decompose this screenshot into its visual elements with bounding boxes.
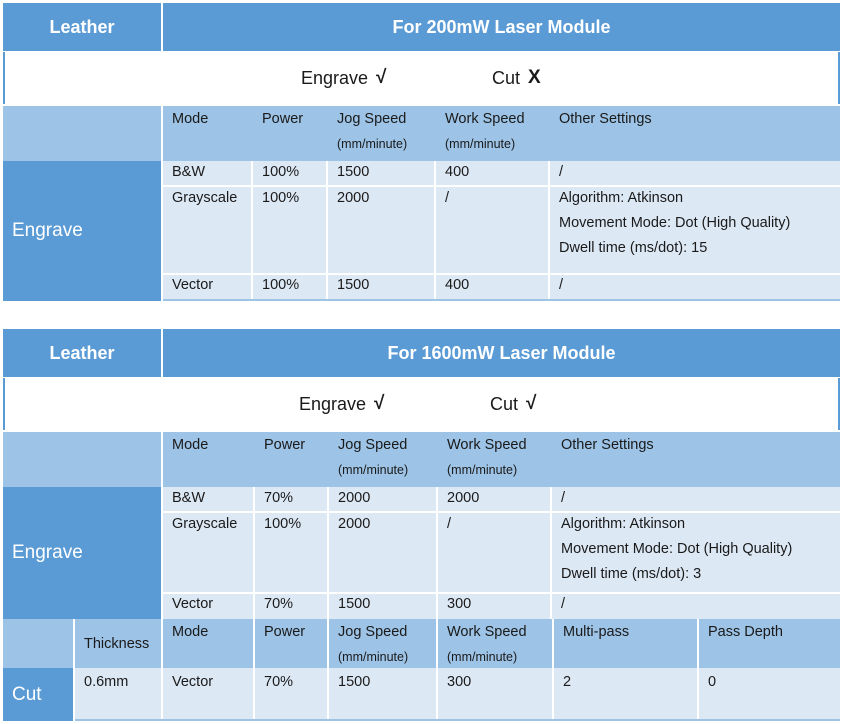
col-mode: Mode (172, 437, 209, 453)
row-bw-power: 100% (262, 164, 300, 180)
col-cut-mode: Mode (172, 624, 209, 640)
row-vector-jog: 1500 (337, 277, 370, 293)
row-vector-power: 100% (262, 277, 300, 293)
row-bw-power: 70% (264, 490, 294, 506)
col-work-speed (436, 107, 525, 156)
setting-algorithm: Algorithm: Atkinson (561, 516, 686, 532)
cut-row-jog: 1500 (338, 674, 371, 690)
col-cut-work-speed-unit: (mm/minute) (447, 650, 518, 664)
row-grayscale-other (552, 512, 792, 587)
row-vector-other: / (561, 596, 566, 612)
column-header-row (3, 432, 840, 487)
row-bw-mode: B&W (172, 164, 206, 180)
row-grayscale-jog: 2000 (338, 516, 371, 532)
engrave-capability-label: Engrave (299, 393, 367, 414)
setting-movement-mode: Movement Mode: Dot (High Quality) (559, 215, 791, 231)
col-cut-jog-speed-label: Jog Speed (338, 624, 408, 640)
cut-row-pass-depth: 0 (708, 674, 717, 690)
col-power: Power (262, 111, 304, 127)
engrave-capability (299, 378, 384, 430)
setting-dwell-time: Dwell time (ms/dot): 15 (559, 240, 708, 256)
cut-capability-label: Cut (492, 67, 521, 88)
engrave-capability-label: Engrave (301, 67, 369, 88)
col-jog-speed (329, 433, 408, 482)
cut-row-work: 300 (447, 674, 472, 690)
row-bw-jog: 2000 (338, 490, 371, 506)
col-pass-depth: Pass Depth (708, 624, 783, 640)
col-jog-speed-label: Jog Speed (337, 111, 407, 127)
cut-row-power: 70% (264, 674, 294, 690)
material-header: Leather (3, 3, 161, 51)
row-bw-mode: B&W (172, 490, 206, 506)
col-cut-jog-speed (329, 620, 408, 669)
section-label-engrave: Engrave (3, 161, 161, 301)
col-jog-speed (328, 107, 407, 156)
check-icon: √ (526, 393, 537, 414)
setting-algorithm: Algorithm: Atkinson (559, 190, 684, 206)
row-grayscale-work: / (445, 190, 450, 206)
cut-row-mode: Vector (172, 674, 214, 690)
col-work-speed-unit: (mm/minute) (445, 137, 516, 151)
capability-row (3, 52, 840, 104)
col-work-speed-label: Work Speed (445, 111, 525, 127)
row-grayscale-mode: Grayscale (172, 190, 238, 206)
module-header: For 200mW Laser Module (163, 3, 840, 51)
cut-row-thickness: 0.6mm (84, 674, 129, 690)
section-label-engrave: Engrave (3, 487, 161, 619)
row-bw-jog: 1500 (337, 164, 370, 180)
col-cut-jog-speed-unit: (mm/minute) (338, 650, 409, 664)
setting-dwell-time: Dwell time (ms/dot): 3 (561, 566, 702, 582)
row-bw-work: 400 (445, 164, 470, 180)
setting-movement-mode: Movement Mode: Dot (High Quality) (561, 541, 793, 557)
cut-capability (490, 378, 536, 430)
row-grayscale-power: 100% (264, 516, 302, 532)
col-power: Power (264, 437, 306, 453)
row-vector-work: 300 (447, 596, 472, 612)
col-mode: Mode (172, 111, 209, 127)
col-thickness: Thickness (84, 636, 150, 652)
capability-row (3, 378, 840, 430)
col-work-speed-unit: (mm/minute) (447, 463, 518, 477)
row-grayscale-work: / (447, 516, 452, 532)
row-bw-other: / (559, 164, 564, 180)
col-jog-speed-unit: (mm/minute) (337, 137, 408, 151)
cut-capability-label: Cut (490, 393, 519, 414)
module-header: For 1600mW Laser Module (163, 329, 840, 377)
col-cut-work-speed-label: Work Speed (447, 624, 527, 640)
settings-table-200mw (3, 3, 840, 301)
row-grayscale-mode: Grayscale (172, 516, 238, 532)
col-work-speed (438, 433, 527, 482)
row-bw-other: / (561, 490, 566, 506)
col-cut-power: Power (264, 624, 306, 640)
check-icon: √ (374, 393, 385, 414)
col-other-settings: Other Settings (559, 111, 652, 127)
settings-table-1600mw (3, 329, 840, 721)
engrave-capability (301, 52, 386, 104)
row-bw-work: 2000 (447, 490, 480, 506)
row-vector-jog: 1500 (338, 596, 371, 612)
row-vector-power: 70% (264, 596, 294, 612)
row-grayscale-jog: 2000 (337, 190, 370, 206)
row-grayscale-other (550, 186, 790, 261)
row-vector-mode: Vector (172, 596, 214, 612)
cross-icon: X (528, 67, 541, 88)
row-vector-work: 400 (445, 277, 470, 293)
col-jog-speed-unit: (mm/minute) (338, 463, 409, 477)
col-work-speed-label: Work Speed (447, 437, 527, 453)
cut-capability (492, 52, 541, 104)
check-icon: √ (376, 67, 387, 88)
row-vector-other: / (559, 277, 564, 293)
section-label-cut: Cut (3, 668, 73, 721)
material-header: Leather (3, 329, 161, 377)
cut-row-multi-pass: 2 (563, 674, 572, 690)
col-multi-pass: Multi-pass (563, 624, 630, 640)
col-cut-work-speed (438, 620, 527, 669)
row-grayscale-power: 100% (262, 190, 300, 206)
row-vector-mode: Vector (172, 277, 214, 293)
column-header-row (3, 106, 840, 161)
col-jog-speed-label: Jog Speed (338, 437, 408, 453)
col-other-settings: Other Settings (561, 437, 654, 453)
